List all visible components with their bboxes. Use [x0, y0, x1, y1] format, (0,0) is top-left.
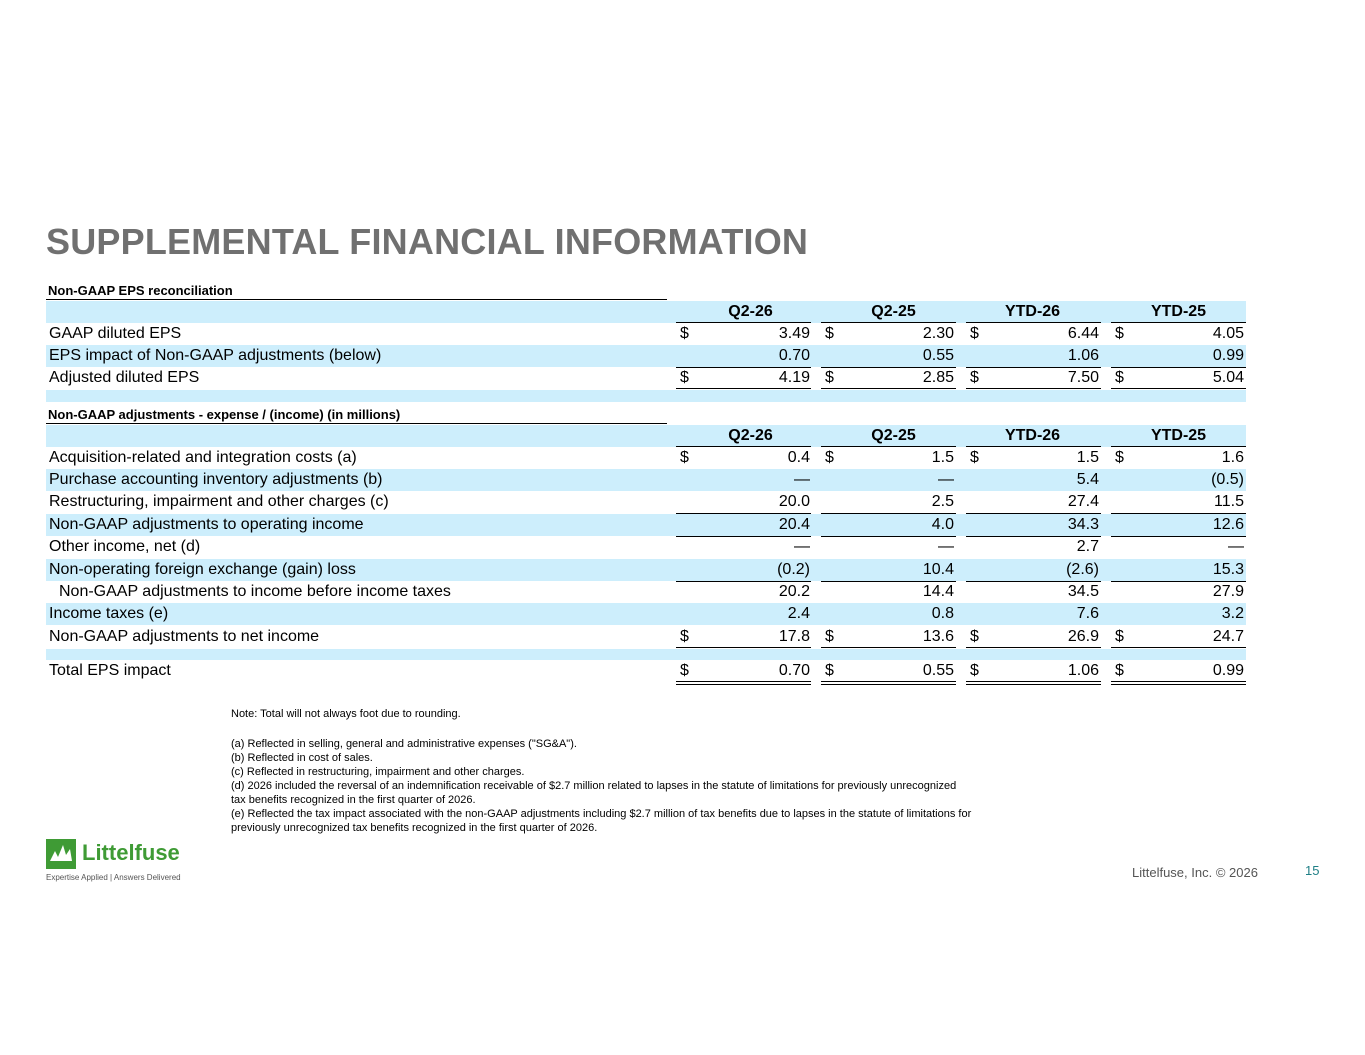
footnote-a: (a) Reflected in selling, general and administrative expenses ("SG&A"). [231, 738, 577, 750]
cell-value: 17.8 [778, 628, 810, 645]
total-double-rule-top [676, 388, 811, 389]
cell-value: — [1228, 538, 1244, 555]
cell-value: 13.6 [922, 628, 954, 645]
cell-value: 14.4 [922, 583, 954, 600]
currency-symbol: $ [825, 662, 834, 679]
row-label: EPS impact of Non-GAAP adjustments (below) [49, 347, 382, 364]
currency-symbol: $ [1115, 628, 1124, 645]
column-header-ytd-26: YTD-26 [1004, 427, 1061, 444]
row-label: Total EPS impact [49, 662, 171, 679]
table-row [46, 469, 1246, 491]
currency-symbol: $ [1115, 369, 1124, 386]
cell-value: 3.2 [1221, 605, 1244, 622]
cell-value: 34.3 [1067, 516, 1099, 533]
cell-value: (2.6) [1066, 561, 1099, 578]
column-header-ytd-25: YTD-25 [1150, 427, 1207, 444]
currency-symbol: $ [680, 325, 689, 342]
row-label: Non-GAAP adjustments to net income [49, 628, 320, 645]
total-double-rule-top [1111, 647, 1246, 648]
logo-tagline: Expertise Applied | Answers Delivered [46, 873, 181, 882]
table-row [46, 514, 1246, 536]
currency-symbol: $ [970, 628, 979, 645]
total-double-rule-top [966, 647, 1101, 648]
cell-value: 0.99 [1212, 662, 1244, 679]
table-row [46, 345, 1246, 367]
row-label: Other income, net (d) [49, 538, 201, 555]
currency-symbol: $ [680, 369, 689, 386]
footnote-e-continued: previously unrecognized tax benefits recognized in the first quarter of 2026. [231, 822, 598, 834]
total-double-rule-top [966, 388, 1101, 389]
table-row [46, 660, 1246, 682]
currency-symbol: $ [680, 628, 689, 645]
row-label: Acquisition-related and integration costs (a) [49, 449, 357, 466]
cell-value: — [938, 538, 954, 555]
currency-symbol: $ [1115, 449, 1124, 466]
adj-section-heading: Non-GAAP adjustments - expense / (income) (in millions) [48, 407, 401, 422]
cell-value: 5.04 [1212, 369, 1244, 386]
total-double-rule-top [966, 681, 1101, 682]
cell-value: 0.99 [1212, 347, 1244, 364]
cell-value: 20.2 [778, 583, 810, 600]
currency-symbol: $ [970, 449, 979, 466]
cell-value: — [794, 471, 810, 488]
cell-value: 27.9 [1212, 583, 1244, 600]
cell-value: (0.5) [1211, 471, 1244, 488]
cell-value: 4.05 [1212, 325, 1244, 342]
table-row [46, 447, 1246, 469]
currency-symbol: $ [825, 449, 834, 466]
cell-value: 4.0 [931, 516, 954, 533]
cell-value: 4.19 [778, 369, 810, 386]
spacer-band [46, 390, 1246, 402]
column-header-q2-26: Q2-26 [728, 303, 773, 320]
copyright-text: Littelfuse, Inc. © 2026 [1132, 865, 1258, 880]
eps-heading-rule [46, 299, 667, 300]
cell-value: 1.5 [1076, 449, 1099, 466]
cell-value: 11.5 [1214, 493, 1244, 510]
cell-value: 1.06 [1067, 662, 1099, 679]
row-label: Purchase accounting inventory adjustments (b) [49, 471, 383, 488]
total-double-rule-top [821, 681, 956, 682]
table-row [46, 626, 1246, 648]
cell-value: 7.6 [1076, 605, 1099, 622]
adj_section-header-row [46, 425, 1246, 447]
total-double-rule-top [676, 647, 811, 648]
table-row [46, 367, 1246, 389]
cell-value: — [794, 538, 810, 555]
cell-value: 15.3 [1212, 561, 1244, 578]
currency-symbol: $ [825, 628, 834, 645]
cell-value: 2.7 [1076, 538, 1099, 555]
cell-value: (0.2) [777, 561, 810, 578]
total-double-rule-top [1111, 681, 1246, 682]
total-double-rule-bottom [1111, 684, 1246, 685]
row-label: GAAP diluted EPS [49, 325, 182, 342]
currency-symbol: $ [825, 369, 834, 386]
total-double-rule-top [821, 647, 956, 648]
cell-value: 7.50 [1067, 369, 1099, 386]
cell-value: — [938, 471, 954, 488]
footnote-b: (b) Reflected in cost of sales. [231, 752, 373, 764]
total-double-rule-bottom [966, 684, 1101, 685]
table-row [46, 581, 1246, 603]
cell-value: 2.30 [922, 325, 954, 342]
column-header-q2-25: Q2-25 [871, 427, 916, 444]
cell-value: 26.9 [1067, 628, 1099, 645]
table-row [46, 603, 1246, 625]
cell-value: 27.4 [1067, 493, 1099, 510]
cell-value: 0.8 [931, 605, 954, 622]
currency-symbol: $ [680, 449, 689, 466]
cell-value: 20.4 [778, 516, 810, 533]
table-row [46, 491, 1246, 513]
row-label: Income taxes (e) [49, 605, 169, 622]
cell-value: 6.44 [1067, 325, 1099, 342]
cell-value: 34.5 [1067, 583, 1099, 600]
eps-section-heading: Non-GAAP EPS reconciliation [48, 283, 233, 298]
column-header-ytd-26: YTD-26 [1004, 303, 1061, 320]
column-header-ytd-25: YTD-25 [1150, 303, 1207, 320]
spacer-band [46, 649, 1246, 660]
cell-value: 0.4 [787, 449, 810, 466]
footnote-e: (e) Reflected the tax impact associated with the non-GAAP adjustments including $2.7 million of tax benefits due to lapses in the statute of limitations for [231, 808, 972, 820]
cell-value: 24.7 [1212, 628, 1244, 645]
cell-value: 3.49 [778, 325, 810, 342]
footnote-d: (d) 2026 included the reversal of an indemnification receivable of $2.7 million related to lapses in the statute of limitations for previously unrecognized [231, 780, 957, 792]
cell-value: 2.4 [787, 605, 810, 622]
cell-value: 2.85 [922, 369, 954, 386]
total-double-rule-top [821, 388, 956, 389]
rounding-note: Note: Total will not always foot due to rounding. [231, 708, 461, 720]
littelfuse-logo-icon [46, 839, 76, 869]
cell-value: 2.5 [931, 493, 954, 510]
row-label: Adjusted diluted EPS [49, 369, 200, 386]
cell-value: 0.70 [778, 662, 810, 679]
cell-value: 0.55 [922, 662, 954, 679]
footnote-d-continued: tax benefits recognized in the first quarter of 2026. [231, 794, 476, 806]
cell-value: 0.55 [922, 347, 954, 364]
row-label: Non-GAAP adjustments to income before income taxes [59, 583, 451, 600]
currency-symbol: $ [970, 369, 979, 386]
cell-value: 5.4 [1076, 471, 1099, 488]
currency-symbol: $ [825, 325, 834, 342]
total-double-rule-bottom [676, 684, 811, 685]
currency-symbol: $ [970, 662, 979, 679]
footnotes [231, 707, 1131, 835]
cell-value: 1.6 [1221, 449, 1244, 466]
cell-value: 20.0 [778, 493, 810, 510]
currency-symbol: $ [680, 662, 689, 679]
adj-heading-rule [46, 423, 667, 424]
total-double-rule-top [676, 681, 811, 682]
table-row [46, 536, 1246, 558]
cell-value: 1.06 [1067, 347, 1099, 364]
table-row [46, 323, 1246, 345]
column-header-q2-26: Q2-26 [728, 427, 773, 444]
cell-value: 12.6 [1212, 516, 1244, 533]
currency-symbol: $ [970, 325, 979, 342]
column-header-q2-25: Q2-25 [871, 303, 916, 320]
total-double-rule-top [1111, 388, 1246, 389]
row-label: Non-operating foreign exchange (gain) loss [49, 561, 356, 578]
currency-symbol: $ [1115, 325, 1124, 342]
logo-wordmark: Littelfuse [82, 840, 180, 865]
table-row [46, 559, 1246, 581]
row-label: Non-GAAP adjustments to operating income [49, 516, 364, 533]
page-number: 15 [1305, 863, 1320, 878]
eps_section-header-row [46, 301, 1246, 323]
total-double-rule-bottom [821, 684, 956, 685]
cell-value: 10.4 [922, 561, 954, 578]
footnote-c: (c) Reflected in restructuring, impairment and other charges. [231, 766, 525, 778]
cell-value: 1.5 [931, 449, 954, 466]
cell-value: 0.70 [778, 347, 810, 364]
company-logo [46, 839, 196, 887]
currency-symbol: $ [1115, 662, 1124, 679]
page-title: SUPPLEMENTAL FINANCIAL INFORMATION [46, 221, 809, 262]
row-label: Restructuring, impairment and other charges (c) [49, 493, 389, 510]
